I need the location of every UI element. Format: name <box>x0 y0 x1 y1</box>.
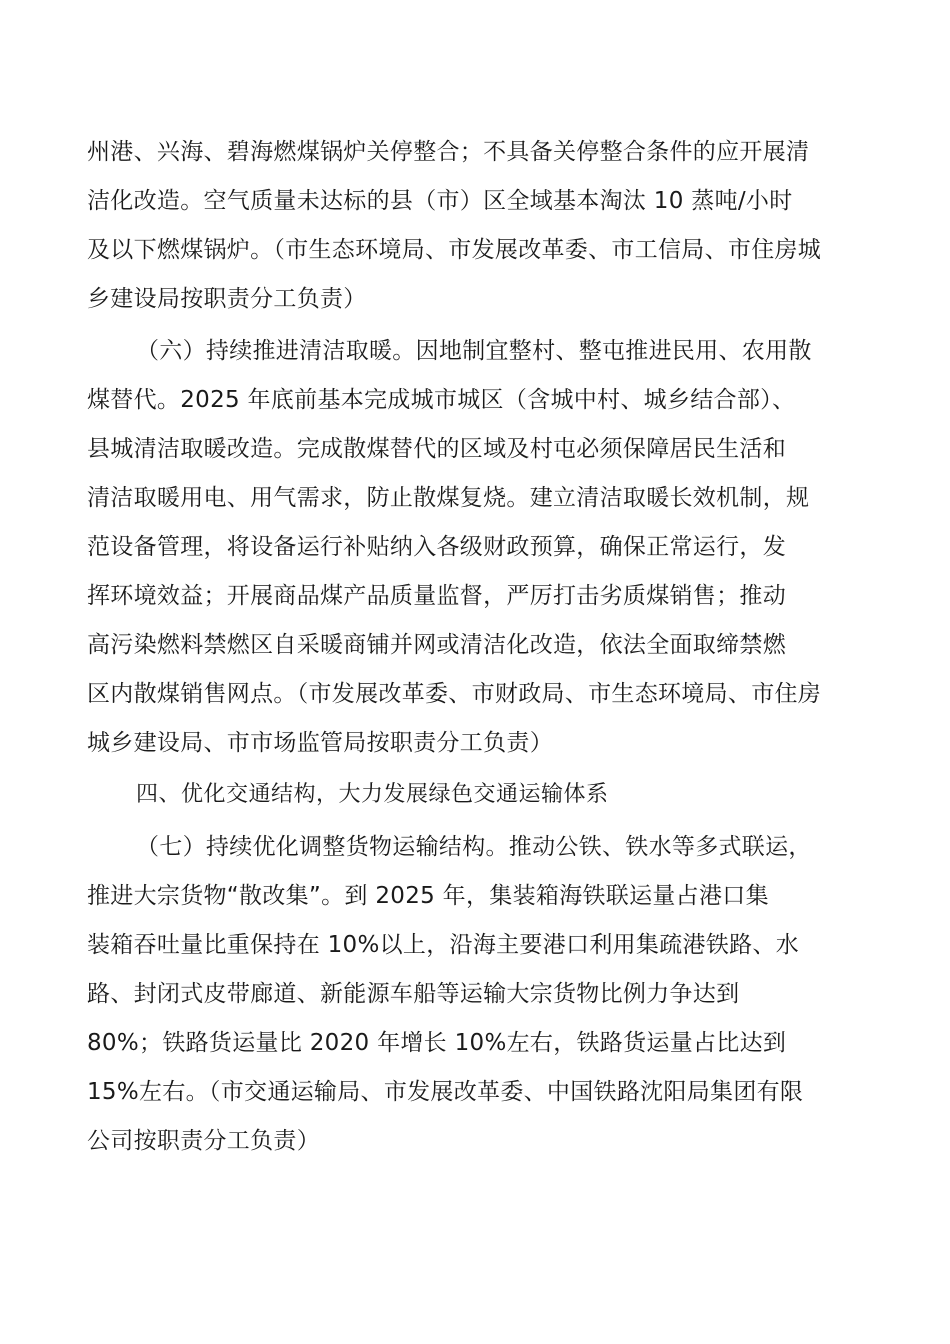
paragraph-line: 区内散煤销售网点。（市发展改革委、市财政局、市生态环境局、市住房 <box>87 681 822 707</box>
paragraph-line: （七）持续优化调整货物运输结构。推动公铁、铁水等多式联运， <box>136 834 812 860</box>
paragraph-line: 乡建设局按职责分工负责） <box>87 286 367 312</box>
paragraph-line: 及以下燃煤锅炉。（市生态环境局、市发展改革委、市工信局、市住房城 <box>87 237 822 263</box>
paragraph-line: 公司按职责分工负责） <box>87 1128 320 1154</box>
paragraph-line: 城乡建设局、市市场监管局按职责分工负责） <box>87 730 553 756</box>
paragraph-line: 装箱吞吐量比重保持在 10%以上，沿海主要港口利用集疏港铁路、水 <box>87 932 800 958</box>
paragraph-line: 县城清洁取暖改造。完成散煤替代的区域及村屯必须保障居民生活和 <box>87 436 786 462</box>
paragraph-line: 清洁取暖用电、用气需求，防止散煤复烧。建立清洁取暖长效机制，规 <box>87 485 810 511</box>
section-heading: 四、优化交通结构，大力发展绿色交通运输体系 <box>136 782 609 807</box>
paragraph-line: 推进大宗货物“散改集”。到 2025 年，集装箱海铁联运量占港口集 <box>87 883 769 909</box>
paragraph-line: 范设备管理，将设备运行补贴纳入各级财政预算，确保正常运行，发 <box>87 534 786 560</box>
paragraph-line: （六）持续推进清洁取暖。因地制宜整村、整屯推进民用、农用散 <box>136 338 812 364</box>
paragraph-line: 高污染燃料禁燃区自采暖商铺并网或清洁化改造，依法全面取缔禁燃 <box>87 632 786 658</box>
paragraph-line: 洁化改造。空气质量未达标的县（市）区全域基本淘汰 10 蒸吨/小时 <box>87 188 793 214</box>
paragraph-line: 80%；铁路货运量比 2020 年增长 10%左右，铁路货运量占比达到 <box>87 1030 787 1056</box>
paragraph-line: 州港、兴海、碧海燃煤锅炉关停整合；不具备关停整合条件的应开展清 <box>87 139 810 165</box>
paragraph-line: 挥环境效益；开展商品煤产品质量监督，严厉打击劣质煤销售；推动 <box>87 583 786 609</box>
paragraph-line: 路、封闭式皮带廊道、新能源车船等运输大宗货物比例力争达到 <box>87 981 740 1007</box>
paragraph-line: 15%左右。（市交通运输局、市发展改革委、中国铁路沈阳局集团有限 <box>87 1079 804 1105</box>
paragraph-line: 煤替代。2025 年底前基本完成城市城区（含城中村、城乡结合部）、 <box>87 387 796 413</box>
